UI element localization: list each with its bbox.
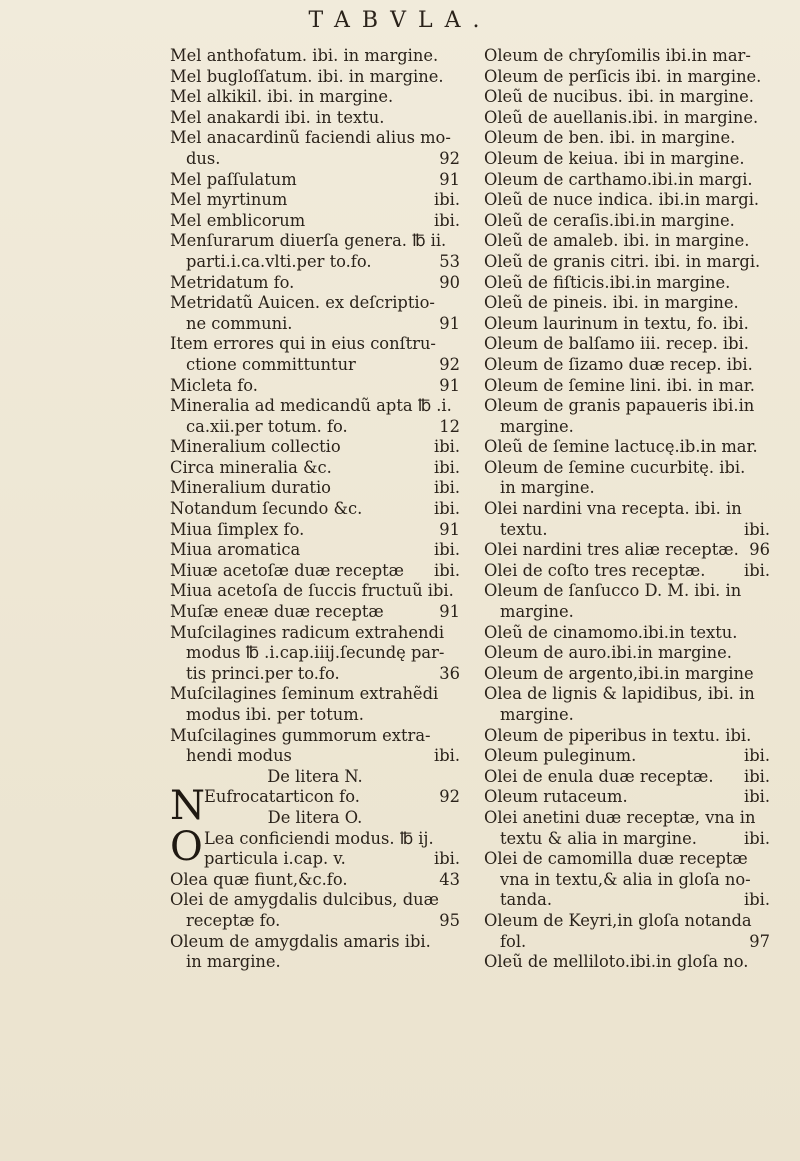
- index-entry: [484, 829, 770, 850]
- entry-reference: 92: [439, 354, 460, 374]
- index-entry: [170, 252, 460, 273]
- entry-text: Olei anetini duæ receptæ, vna in: [484, 807, 756, 827]
- index-entry: [170, 664, 460, 685]
- index-entry: [170, 520, 460, 541]
- index-entry: [484, 314, 770, 335]
- index-entry: [484, 787, 770, 808]
- entry-text: in margine.: [500, 478, 595, 498]
- index-entry: [484, 520, 770, 541]
- index-entry: [484, 355, 770, 376]
- index-entry: [170, 849, 460, 870]
- entry-reference: ibi.: [743, 746, 770, 766]
- index-column-right: [484, 46, 770, 973]
- index-entry: [170, 890, 460, 911]
- entry-text: Mel emblicorum: [170, 210, 306, 230]
- entry-reference: 36: [439, 663, 460, 683]
- index-entry: [484, 643, 770, 664]
- entry-text: Miua aromatica: [170, 540, 301, 560]
- entry-text: textu & alia in margine.: [500, 828, 697, 848]
- entry-text: Oleum de piperibus in textu. ibi.: [484, 725, 752, 745]
- index-entry: [170, 478, 460, 499]
- entry-text: margine.: [500, 602, 574, 622]
- entry-text: Mel bugloſſatum. ibi. in margine.: [170, 66, 444, 86]
- index-entry: [484, 911, 770, 932]
- entry-text: textu.: [500, 519, 548, 539]
- index-entry: [170, 170, 460, 191]
- index-entry: [170, 561, 460, 582]
- index-entry: [484, 499, 770, 520]
- entry-text: Oleum de auro.ibi.in margine.: [484, 643, 732, 663]
- entry-reference: ibi.: [433, 560, 460, 580]
- entry-text: Oleum de keiua. ibi in margine.: [484, 148, 745, 168]
- entry-text: Oleũ de pineis. ibi. in margine.: [484, 293, 739, 313]
- index-entry: [170, 67, 460, 88]
- index-entry: [170, 417, 460, 438]
- entry-text: Olea de lignis & lapidibus, ibi. in: [484, 684, 755, 704]
- index-entry: [170, 787, 460, 808]
- entry-text: Oleum de balſamo iii. recep. ibi.: [484, 334, 749, 354]
- index-entry: [484, 211, 770, 232]
- entry-text: particula i.cap. v.: [204, 849, 346, 869]
- entry-reference: 91: [439, 519, 460, 539]
- entry-reference: 95: [439, 910, 460, 930]
- entry-text: Mineralium duratio: [170, 478, 331, 498]
- entry-text: hendi modus: [186, 746, 292, 766]
- index-entry: [484, 623, 770, 644]
- entry-text: vna in textu,& alia in gloſa no-: [500, 869, 751, 889]
- entry-text: Oleum de argento,ibi.in margine: [484, 663, 754, 683]
- index-entry: [170, 705, 460, 726]
- drop-cap-letter: O: [170, 823, 203, 870]
- entry-reference: 91: [439, 602, 460, 622]
- index-entry: [484, 726, 770, 747]
- index-entry: [170, 231, 460, 252]
- index-entry: [170, 829, 460, 850]
- index-entry: [484, 890, 770, 911]
- entry-text: Menſurarum diuerſa genera. ℔ ii.: [170, 231, 447, 251]
- entry-reference: ibi.: [743, 519, 770, 539]
- section-heading: [170, 808, 460, 829]
- index-entry: [484, 561, 770, 582]
- index-entry: [484, 932, 770, 953]
- index-entry: [170, 355, 460, 376]
- entry-text: Oleum de granis papaueris ibi.in: [484, 396, 755, 416]
- entry-text: Oleũ de ſemine lactucę.ib.in mar.: [484, 437, 758, 457]
- index-entry: [484, 458, 770, 479]
- entry-reference: 92: [439, 148, 460, 168]
- index-entry: [484, 767, 770, 788]
- index-entry: [170, 211, 460, 232]
- entry-text: Miua ſimplex fo.: [170, 519, 305, 539]
- entry-text: Olea quæ fiunt,&c.fo.: [170, 869, 348, 889]
- index-entry: [484, 746, 770, 767]
- entry-reference: 53: [439, 251, 460, 271]
- entry-text: Mel anthofatum. ibi. in margine.: [170, 46, 439, 65]
- entry-reference: ibi.: [433, 478, 460, 498]
- index-entry: [484, 376, 770, 397]
- entry-text: Oleum de ben. ibi. in margine.: [484, 128, 736, 148]
- entry-text: Mineralium collectio: [170, 437, 341, 457]
- entry-text: ne communi.: [186, 313, 293, 333]
- entry-reference: 91: [439, 313, 460, 333]
- entry-text: Oleum de amygdalis amaris ibi.: [170, 931, 431, 951]
- entry-text: modus ibi. per totum.: [186, 705, 364, 724]
- entry-reference: 43: [439, 869, 460, 889]
- entry-text: margine.: [500, 416, 574, 436]
- index-entry: [170, 273, 460, 294]
- entry-text: Oleũ de amaleb. ibi. in margine.: [484, 231, 750, 251]
- index-entry: [484, 252, 770, 273]
- entry-text: Oleũ de melliloto.ibi.in gloſa no.: [484, 952, 749, 972]
- entry-text: Muſæ eneæ duæ receptæ: [170, 602, 384, 622]
- entry-text: Olei de amygdalis dulcibus, duæ: [170, 890, 439, 910]
- index-entry: [170, 396, 460, 417]
- entry-text: Muſcilagines radicum extrahendi: [170, 622, 445, 642]
- index-entry: [170, 46, 460, 67]
- entry-text: Muſcilagines ſeminum extrahẽdi: [170, 684, 439, 704]
- entry-text: modus ℔ .i.cap.iiij.ſecundę par-: [186, 643, 445, 663]
- entry-text: Oleũ de auellanis.ibi. in margine.: [484, 107, 759, 127]
- index-entry: [484, 684, 770, 705]
- index-entry: [484, 149, 770, 170]
- entry-text: Oleum de perſicis ibi. in margine.: [484, 66, 762, 86]
- entry-text: tis princi.per to.fo.: [186, 663, 340, 683]
- index-entry: [170, 911, 460, 932]
- entry-text: Oleũ de nucibus. ibi. in margine.: [484, 87, 754, 107]
- entry-text: Eufrocatarticon fo.: [204, 787, 360, 807]
- index-entry: [170, 334, 460, 355]
- entry-reference: ibi.: [433, 849, 460, 869]
- entry-text: Oleum de ſemine cucurbitę. ibi.: [484, 457, 746, 477]
- index-entry: [170, 746, 460, 767]
- entry-text: Miua acetoſa de ſuccis fructuũ ibi.: [170, 581, 454, 601]
- entry-text: Circa mineralia &c.: [170, 457, 332, 477]
- entry-text: Oleum de ſemine lini. ibi. in mar.: [484, 375, 755, 395]
- entry-text: tanda.: [500, 890, 553, 910]
- entry-reference: 92: [439, 787, 460, 807]
- entry-reference: 90: [439, 272, 460, 292]
- index-entry: [484, 540, 770, 561]
- index-entry: [170, 458, 460, 479]
- entry-text: Metridatũ Auicen. ex deſcriptio-: [170, 293, 435, 313]
- index-entry: [170, 87, 460, 108]
- entry-text: Oleum rutaceum.: [484, 787, 628, 807]
- entry-text: receptæ fo.: [186, 910, 281, 930]
- entry-reference: 97: [749, 931, 770, 951]
- entry-reference: ibi.: [743, 787, 770, 807]
- entry-text: Olei de camomilla duæ receptæ: [484, 849, 748, 869]
- index-entry: [170, 870, 460, 891]
- entry-text: Olei de enula duæ receptæ.: [484, 766, 714, 786]
- entry-text: Mel myrtinum: [170, 190, 288, 210]
- index-entry: [170, 623, 460, 644]
- index-entry: [170, 376, 460, 397]
- entry-reference: ibi.: [433, 190, 460, 210]
- entry-reference: ibi.: [433, 746, 460, 766]
- index-entry: [170, 128, 460, 149]
- entry-text: Mel paſſulatum: [170, 169, 297, 189]
- entry-text: De litera O.: [267, 807, 363, 827]
- entry-text: Oleum de ſizamo duæ recep. ibi.: [484, 354, 753, 374]
- index-entry: [484, 581, 770, 602]
- index-entry: [170, 684, 460, 705]
- index-entry: [170, 314, 460, 335]
- entry-text: Muſcilagines gummorum extra-: [170, 725, 431, 745]
- entry-reference: 96: [749, 540, 770, 560]
- entry-text: Mel alkikil. ibi. in margine.: [170, 87, 394, 107]
- index-entry: [484, 293, 770, 314]
- entry-reference: ibi.: [433, 457, 460, 477]
- index-entry: [170, 540, 460, 561]
- entry-text: Olei nardini vna recepta. ibi. in: [484, 499, 742, 519]
- entry-text: Notandum ſecundo &c.: [170, 499, 363, 519]
- entry-text: Olei nardini tres aliæ receptæ.: [484, 540, 739, 560]
- entry-text: Mel anacardinũ faciendi alius mo-: [170, 128, 451, 148]
- index-entry: [484, 870, 770, 891]
- entry-text: Oleum puleginum.: [484, 746, 637, 766]
- entry-reference: 91: [439, 169, 460, 189]
- section-heading: [170, 767, 460, 788]
- entry-text: Olei de coſto tres receptæ.: [484, 560, 706, 580]
- index-entry: [484, 170, 770, 191]
- index-entry: [170, 952, 460, 973]
- index-entry: [484, 190, 770, 211]
- drop-cap-letter: N: [170, 782, 205, 829]
- entry-text: Oleum laurinum in textu, fo. ibi.: [484, 313, 749, 333]
- entry-reference: ibi.: [743, 766, 770, 786]
- index-entry: [484, 231, 770, 252]
- entry-text: Lea conficiendi modus. ℔ ij.: [204, 828, 434, 848]
- entry-reference: 12: [439, 416, 460, 436]
- index-entry: [484, 478, 770, 499]
- index-entry: [170, 643, 460, 664]
- index-entry: [170, 149, 460, 170]
- index-entry: [484, 417, 770, 438]
- index-entry: [484, 334, 770, 355]
- index-entry: [484, 108, 770, 129]
- entry-text: ca.xii.per totum. fo.: [186, 416, 348, 436]
- index-entry: [484, 437, 770, 458]
- entry-text: Oleũ de nuce indica. ibi.in margi.: [484, 190, 760, 210]
- entry-text: Micleta fo.: [170, 375, 258, 395]
- entry-text: Mineralia ad medicandũ apta ℔ .i.: [170, 396, 452, 416]
- entry-text: Oleũ de granis citri. ibi. in margi.: [484, 251, 761, 271]
- entry-text: Oleum de chryſomilis ibi.in mar-: [484, 46, 751, 65]
- index-entry: [484, 128, 770, 149]
- entry-reference: ibi.: [743, 560, 770, 580]
- index-entry: [170, 293, 460, 314]
- index-entry: [484, 67, 770, 88]
- entry-reference: ibi.: [433, 210, 460, 230]
- entry-text: Oleum de Keyri,in gloſa notanda: [484, 910, 752, 930]
- entry-text: Oleum de carthamo.ibi.in margi.: [484, 169, 753, 189]
- entry-reference: ibi.: [743, 890, 770, 910]
- entry-reference: ibi.: [433, 540, 460, 560]
- entry-text: Item errores qui in eius conſtru-: [170, 334, 436, 354]
- index-entry: [484, 849, 770, 870]
- entry-text: ctione committuntur: [186, 354, 356, 374]
- entry-reference: ibi.: [433, 437, 460, 457]
- page-header: TABVLA.: [308, 8, 492, 33]
- entry-text: in margine.: [186, 952, 281, 972]
- index-entry: [170, 190, 460, 211]
- index-entry: [170, 499, 460, 520]
- entry-text: De litera N.: [267, 766, 363, 786]
- entry-text: Miuæ acetoſæ duæ receptæ: [170, 560, 404, 580]
- entry-text: parti.i.ca.vlti.per to.fo.: [186, 251, 372, 271]
- index-entry: [484, 602, 770, 623]
- index-entry: [484, 396, 770, 417]
- entry-text: Oleũ de cinamomo.ibi.in textu.: [484, 622, 738, 642]
- index-entry: [484, 46, 770, 67]
- index-column-left: [170, 46, 460, 973]
- entry-reference: 91: [439, 375, 460, 395]
- entry-reference: ibi.: [743, 828, 770, 848]
- index-entry: [170, 437, 460, 458]
- index-entry: [484, 705, 770, 726]
- index-entry: [170, 602, 460, 623]
- index-entry: [484, 952, 770, 973]
- entry-text: fol.: [500, 931, 527, 951]
- index-entry: [170, 581, 460, 602]
- index-entry: [170, 932, 460, 953]
- entry-text: margine.: [500, 705, 574, 724]
- entry-text: Metridatum fo.: [170, 272, 295, 292]
- index-entry: [484, 273, 770, 294]
- index-entry: [484, 808, 770, 829]
- index-entry: [170, 108, 460, 129]
- index-entry: [170, 726, 460, 747]
- entry-text: Oleũ de fiſticis.ibi.in margine.: [484, 272, 731, 292]
- entry-text: Oleũ de ceraſis.ibi.in margine.: [484, 210, 735, 230]
- index-entry: [484, 664, 770, 685]
- index-entry: [484, 87, 770, 108]
- entry-text: Mel anakardi ibi. in textu.: [170, 107, 385, 127]
- entry-reference: ibi.: [433, 499, 460, 519]
- entry-text: dus.: [186, 148, 221, 168]
- entry-text: Oleum de ſanſucco D. M. ibi. in: [484, 581, 742, 601]
